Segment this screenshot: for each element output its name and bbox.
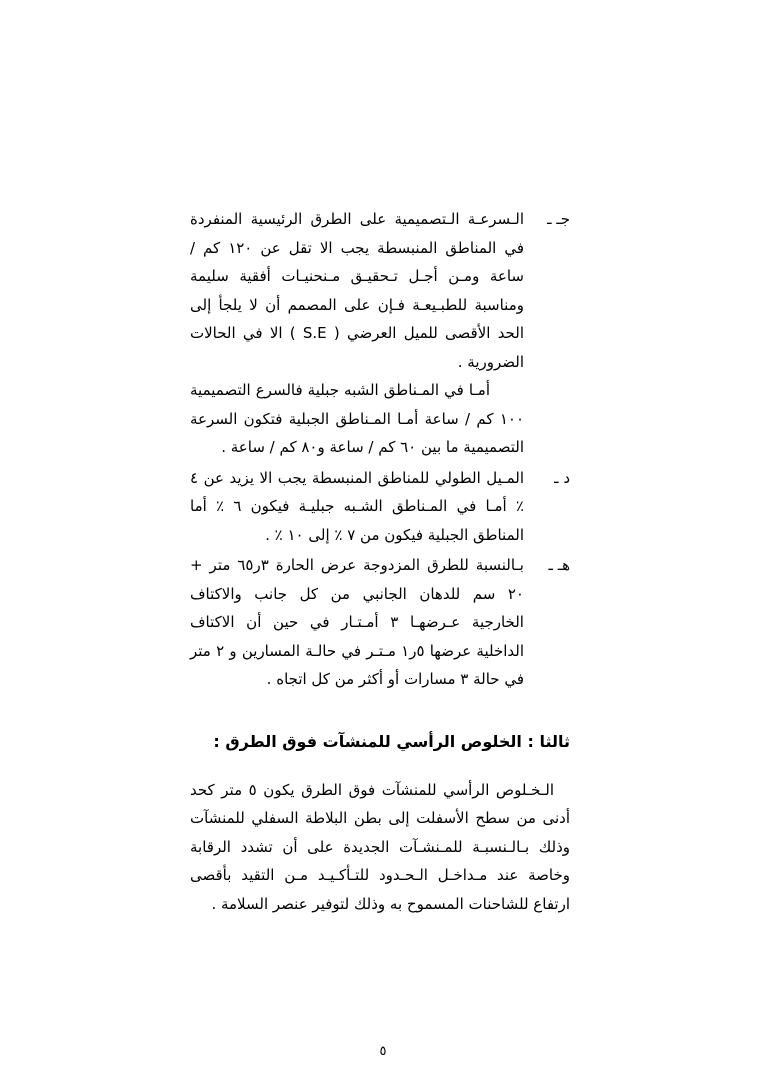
clause-paragraph: المـيل الطولي للمناطق المنبسطة يجب الا يزيد عن ٤ ٪ أمـا في المـناطق الشـبه جبليـة فيكون ٦ ٪ أما المناطق الجبلية فيكون من ٧ ٪ إلى ١٠ ٪ . [190, 468, 524, 544]
section-heading: ثالثا : الخلوص الرأسي للمنشآت فوق الطرق : [213, 731, 570, 751]
clause-marker: هـ ـ [548, 556, 570, 574]
clause-item [190, 205, 570, 462]
clause-paragraph: أمـا في المـناطق الشبه جبلية فالسرع التصميمية ١٠٠ كم / ساعة أمـا المـناطق الجبلية فتكون السرعة التصميمية ما بين ٦٠ كم / ساعة و٨٠ كم / ساعة . [190, 381, 524, 456]
clause-item [190, 464, 570, 550]
clause-item [190, 551, 570, 694]
clause-marker: د ـ [554, 468, 570, 487]
clause-text [190, 551, 524, 694]
page-number: ٥ [379, 1044, 387, 1059]
clause-marker: جـ ـ [547, 210, 570, 228]
clause-paragraph: الـسرعـة الـتصميمية على الطرق الرئيسية المنفردة في المناطق المنبسطة يجب الا تقل عن ١٢٠ كم / ساعة ومـن أجـل تـحقيـق مـنحنيـات أفقية سليمة ومناسبة للطبـيعـة فـإن على المصمم أن لا يلجأ إلى الحد الأقصى للميل العرضي ( S.E ) الا في الحالات الضرورية . [190, 210, 524, 371]
document-body [190, 205, 570, 918]
clause-text [190, 464, 524, 550]
section-paragraph: الـخـلوص الرأسي للمنشآت فوق الطرق يكون ٥ متر كحد أدنى من سطح الأسفلت إلى بطن البلاطة السفلي للمنشآت وذلك بـالـنسبـة للمـنشـآت الجديدة على أن تشدد الرقابة وخاصة عند مـداخـل الـحـدود للتـأكـيـد مـن التقيد بأقصى ارتفاع للشاحنات المسموح به وذلك لتوفير عنصر السلامة . [190, 780, 570, 913]
clause-text [190, 205, 524, 462]
clause-paragraph: بـالنسبة للطرق المزدوجة عرض الحارة ٣ر٦٥ متر + ٢٠ سم للدهان الجانبي من كل جانب والاكتاف الخارجية عـرضهـا ٣ أمـتـار في حين أن الاكتاف الداخلية عرضها ٥ر١ مـتـر في حالـة المسارين و ٢ متر في حالة ٣ مسارات أو أكثر من كل اتجاه . [190, 556, 524, 688]
